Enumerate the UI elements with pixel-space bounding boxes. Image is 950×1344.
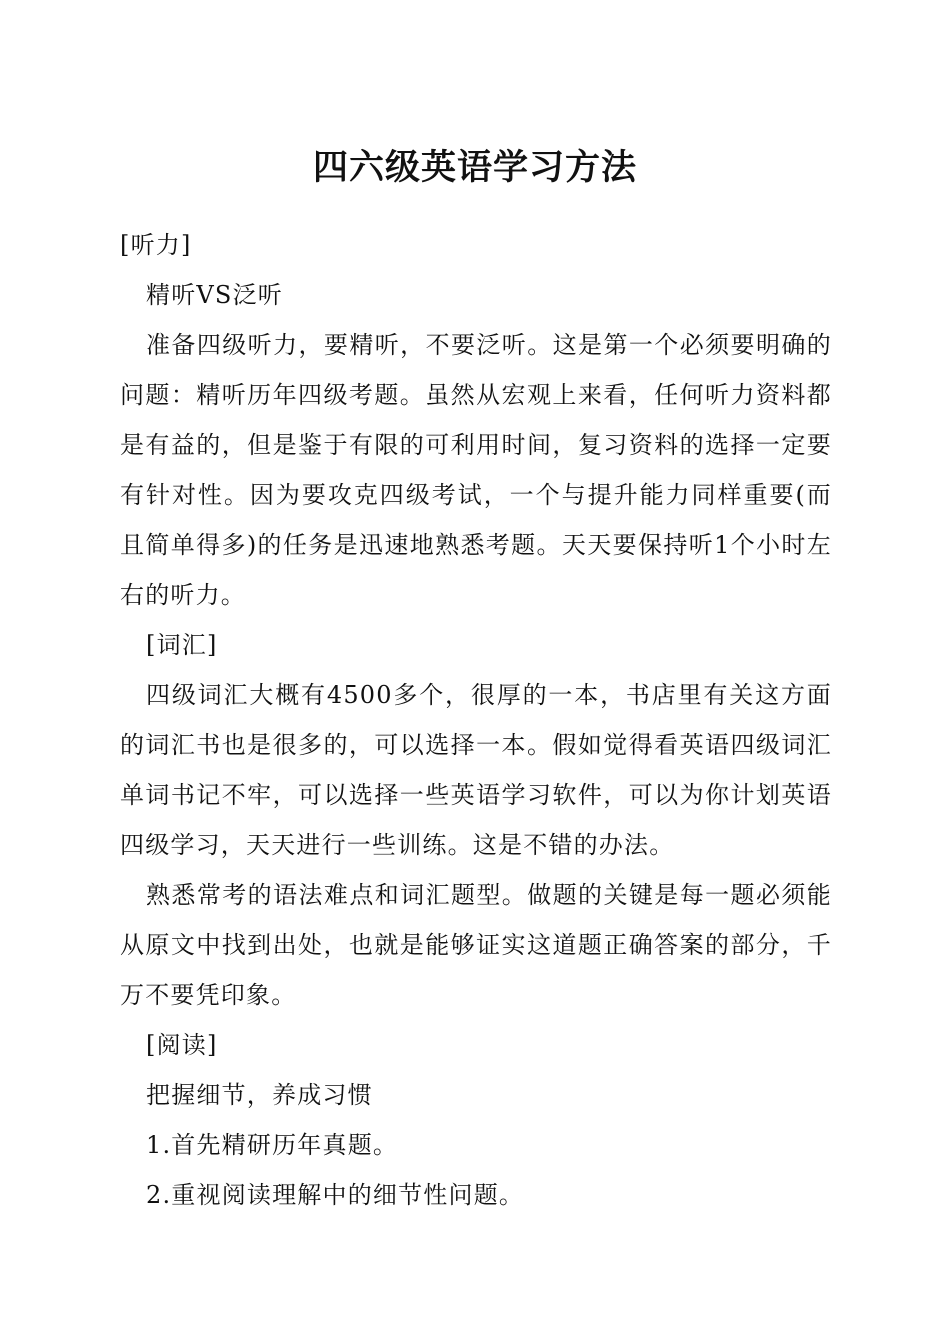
paragraph-vocabulary: 四级词汇大概有4500多个，很厚的一本，书店里有关这方面的词汇书也是很多的，可以选择一本。假如觉得看英语四级词汇单词书记不牢，可以选择一些英语学习软件，可以为你计划英语四级学习，天天进行一些训练。这是不错的办法。	[120, 681, 832, 859]
paragraph-grammar: 熟悉常考的语法难点和词汇题型。做题的关键是每一题必须能从原文中找到出处，也就是能够证实这道题正确答案的部分，千万不要凭印象。	[120, 881, 832, 1009]
subheading-reading-details: 把握细节，养成习惯	[146, 1081, 373, 1109]
document-body	[120, 220, 832, 1220]
list-item-1: 1.首先精研历年真题。	[146, 1131, 399, 1159]
paragraph-listening: 准备四级听力，要精听，不要泛听。这是第一个必须要明确的问题：精听历年四级考题。虽然从宏观上来看，任何听力资料都是有益的，但是鉴于有限的可利用时间，复习资料的选择一定要有针对性。因为要攻克四级考试，一个与提升能力同样重要(而且简单得多)的任务是迅速地熟悉考题。天天要保持听1个小时左右的听力。	[120, 331, 832, 609]
section-heading-reading: [阅读]	[146, 1031, 218, 1059]
subheading-intensive-vs-extensive: 精听VS泛听	[146, 281, 283, 309]
section-heading-vocabulary: [词汇]	[146, 631, 218, 659]
document-title: 四六级英语学习方法	[312, 147, 637, 188]
list-item-2: 2.重视阅读理解中的细节性问题。	[146, 1181, 525, 1209]
section-heading-listening: [听力]	[120, 231, 192, 259]
